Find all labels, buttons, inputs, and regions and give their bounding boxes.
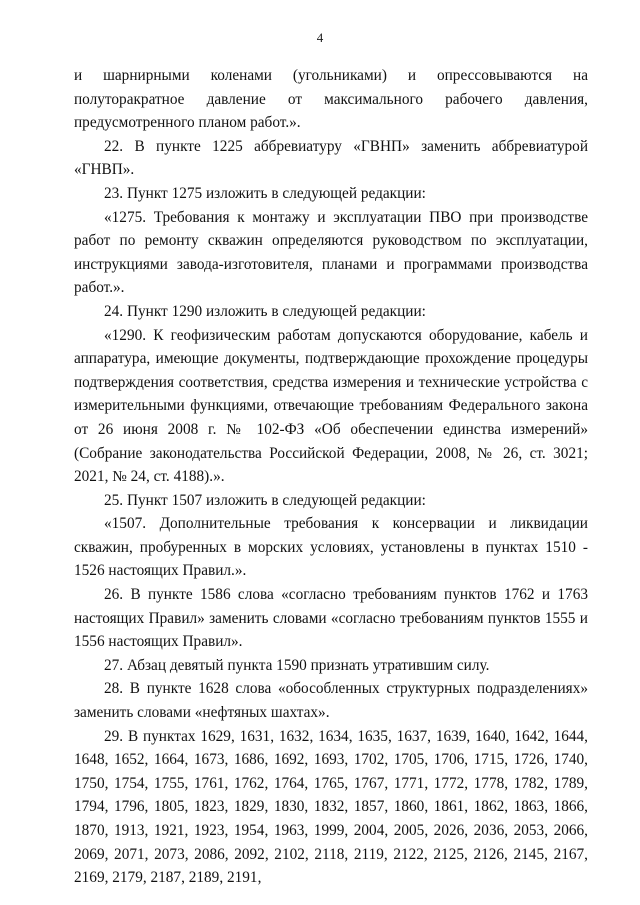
paragraph-item-25: 25. Пункт 1507 изложить в следующей редакции: xyxy=(104,491,426,509)
paragraph-continuation: и шарнирными коленами (угольниками) и опрессовываются на полуторакратное давление от максимального рабочего давления, предусмотренного планом работ.». xyxy=(74,67,588,132)
paragraph-item-23: 23. Пункт 1275 изложить в следующей редакции: xyxy=(104,184,426,202)
paragraph-quote-1290: «1290. К геофизическим работам допускаются оборудование, кабель и аппаратура, имеющие документы, подтверждающие прохождение процедуры подтверждения соответствия, средства измерения и технические устройства с измерительными функциями, отвечающие требованиям Федерального закона от 26 июня 2008 г. № 102-ФЗ «Об обеспечении единства измерений» (Собрание законодательства Российской Федерации, 2008, № 26, ст. 3021; 2021, № 24, ст. 4188).». xyxy=(74,326,588,486)
paragraph-item-28: 28. В пункте 1628 слова «обособленных структурных подразделениях» заменить словами «нефтяных шахтах». xyxy=(74,680,588,722)
page-number: 4 xyxy=(316,30,324,45)
document-body xyxy=(74,64,588,890)
paragraph-quote-1275: «1275. Требования к монтажу и эксплуатации ПВО при производстве работ по ремонту скважин определяются руководством по эксплуатации, инструкциями завода-изготовителя, планами и программами производства работ.». xyxy=(74,208,588,297)
paragraph-quote-1507: «1507. Дополнительные требования к консервации и ликвидации скважин, пробуренных в морских условиях, установлены в пунктах 1510 - 1526 настоящих Правил.». xyxy=(74,515,588,580)
paragraph-item-27: 27. Абзац девятый пункта 1590 признать утратившим силу. xyxy=(104,656,490,674)
paragraph-item-22: 22. В пункте 1225 аббревиатуру «ГВНП» заменить аббревиатурой «ГНВП». xyxy=(74,137,588,179)
paragraph-item-24: 24. Пункт 1290 изложить в следующей редакции: xyxy=(104,302,426,320)
paragraph-item-26: 26. В пункте 1586 слова «согласно требованиям пунктов 1762 и 1763 настоящих Правил» заменить словами «согласно требованиям пунктов 1555 и 1556 настоящих Правил». xyxy=(74,586,588,651)
paragraph-item-29: 29. В пунктах 1629, 1631, 1632, 1634, 1635, 1637, 1639, 1640, 1642, 1644, 1648, 1652, 1664, 1673, 1686, 1692, 1693, 1702, 1705, 1706, 1715, 1726, 1740, 1750, 1754, 1755, 1761, 1762, 1764, 1765, 1767, 1771, 1772, 1778, 1782, 1789, 1794, 1796, 1805, 1823, 1829, 1830, 1832, 1857, 1860, 1861, 1862, 1863, 1866, 1870, 1913, 1921, 1923, 1954, 1963, 1999, 2004, 2005, 2026, 2036, 2053, 2066, 2069, 2071, 2073, 2086, 2092, 2102, 2118, 2119, 2122, 2125, 2126, 2145, 2167, 2169, 2179, 2187, 2189, 2191, xyxy=(74,727,588,887)
